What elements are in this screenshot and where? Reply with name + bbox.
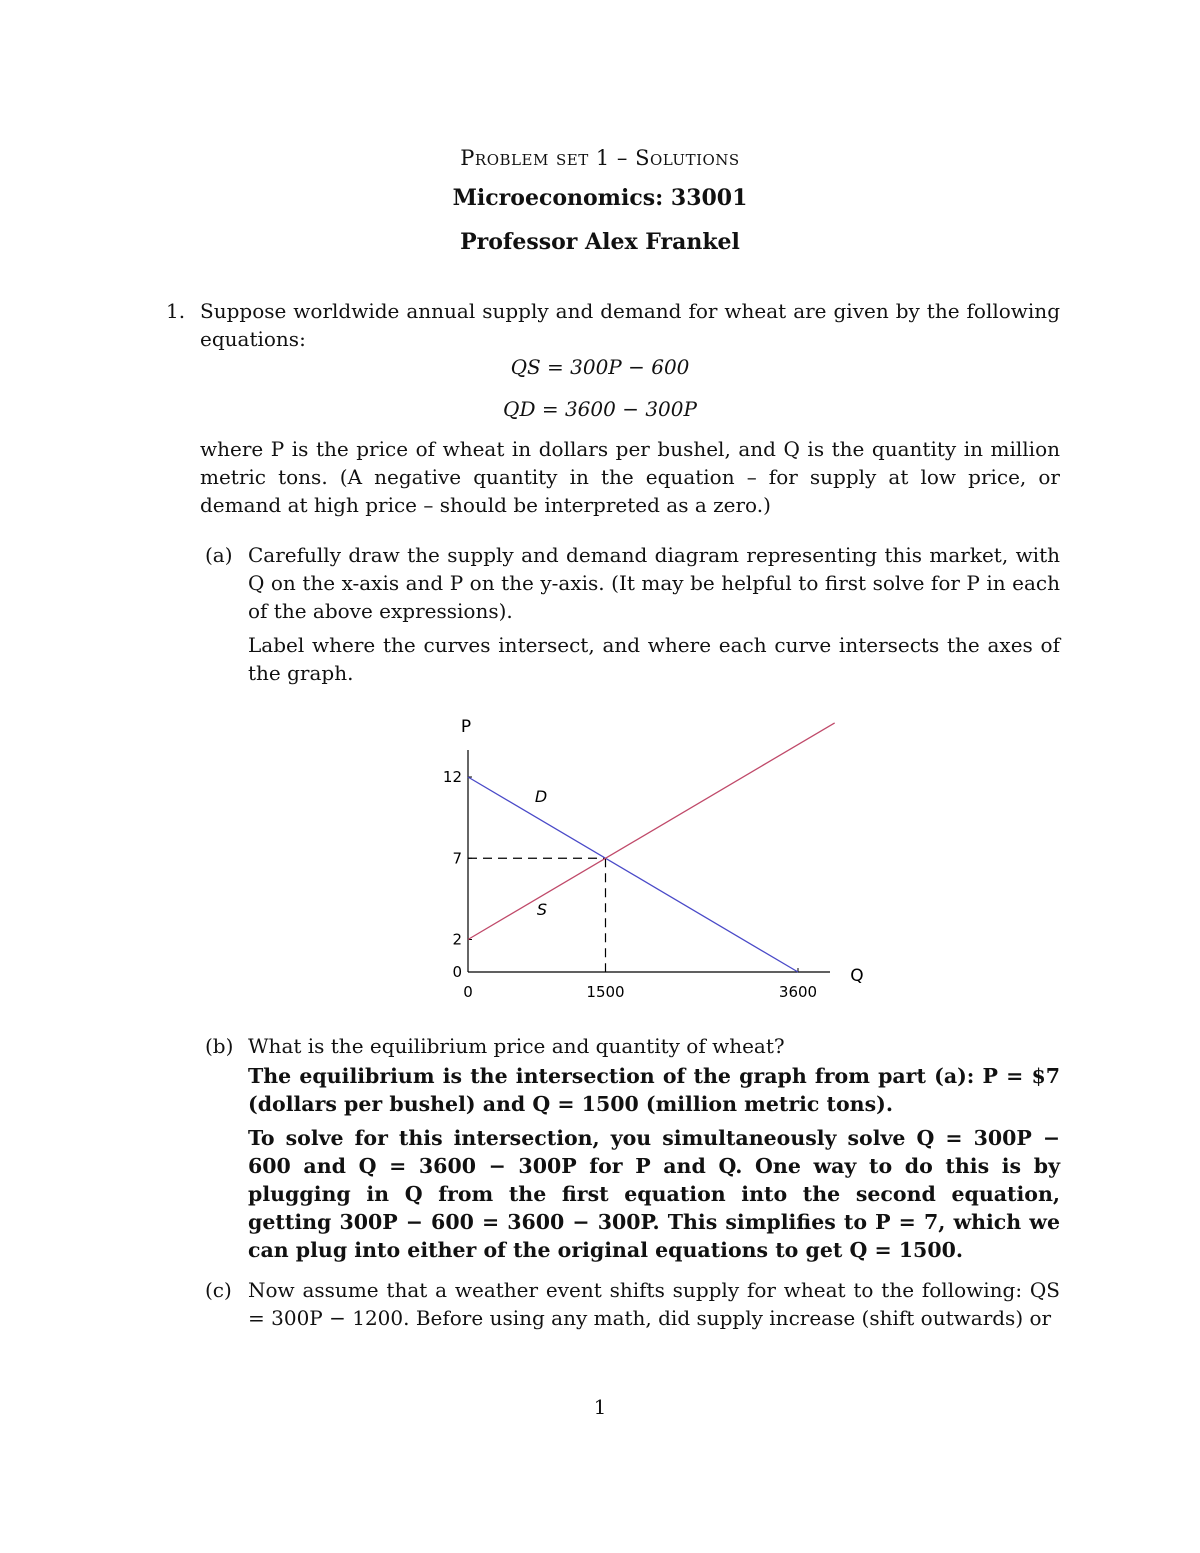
x-tick-label: 0 [463,983,473,1001]
page-number: 1 [593,1395,607,1419]
y-tick-label: 12 [442,768,462,786]
part-a-text-2: Label where the curves intersect, and where each curve intersects the axes of the graph. [248,633,1060,685]
problem-intro: Suppose worldwide annual supply and demand for wheat are given by the following equations: [200,299,1060,351]
demand-equation: QD = 3600 − 300P [503,397,697,421]
part-b-question: What is the equilibrium price and quantity of wheat? [248,1034,785,1058]
y-tick-label: 2 [452,930,462,949]
demand-curve [468,777,798,972]
part-b-answer-1: The equilibrium is the intersection of the graph from part (a): P = $7 (dollars per bushel) and Q = 1500 (million metric tons). [248,1064,1060,1116]
supply-curve-label: S [536,900,548,919]
part-b-answer-2: To solve for this intersection, you simultaneously solve Q = 300P − 600 and Q = 3600 − 300P for P and Q. One way to do this is by plugging in Q from the first equation into the second equation, getting 300P − 600 = 3600 − 300P. This simplifies to P = 7, which we can plug into either of the original equations to get Q = 1500. [248,1126,1060,1262]
part-c-text: Now assume that a weather event shifts supply for wheat to the following: QS = 300P − 1200. Before using any math, did supply increase (shift outwards) or [248,1278,1060,1330]
professor-name: Professor Alex Frankel [460,229,740,255]
course-name: Microeconomics: 33001 [452,185,748,211]
demand-curve-label: D [534,787,548,806]
variable-definitions: where P is the price of wheat in dollars per bushel, and Q is the quantity in million metric tons. (A negative quantity in the equation – for supply at low price, or demand at high price – should be interpreted as a zero.) [200,437,1060,517]
y-axis-label: P [460,717,472,737]
part-c-label: (c) [205,1278,232,1302]
part-a-label: (a) [205,543,233,567]
y-tick-label: 0 [452,963,462,981]
document-title: Problem set 1 – Solutions [460,146,740,170]
supply-demand-chart [420,700,900,1010]
x-axis-label: Q [850,966,864,986]
part-b-label: (b) [205,1034,234,1058]
x-tick-label: 1500 [586,983,625,1001]
problem-number: 1. [166,299,186,323]
supply-curve [468,723,835,940]
y-tick-label: 7 [452,849,462,868]
supply-equation: QS = 300P − 600 [510,355,690,379]
x-tick-label: 3600 [778,983,818,1001]
part-a-text: Carefully draw the supply and demand diagram representing this market, with Q on the x-axis and P on the y-axis. (It may be helpful to first solve for P in each of the above expressions). [248,543,1060,623]
